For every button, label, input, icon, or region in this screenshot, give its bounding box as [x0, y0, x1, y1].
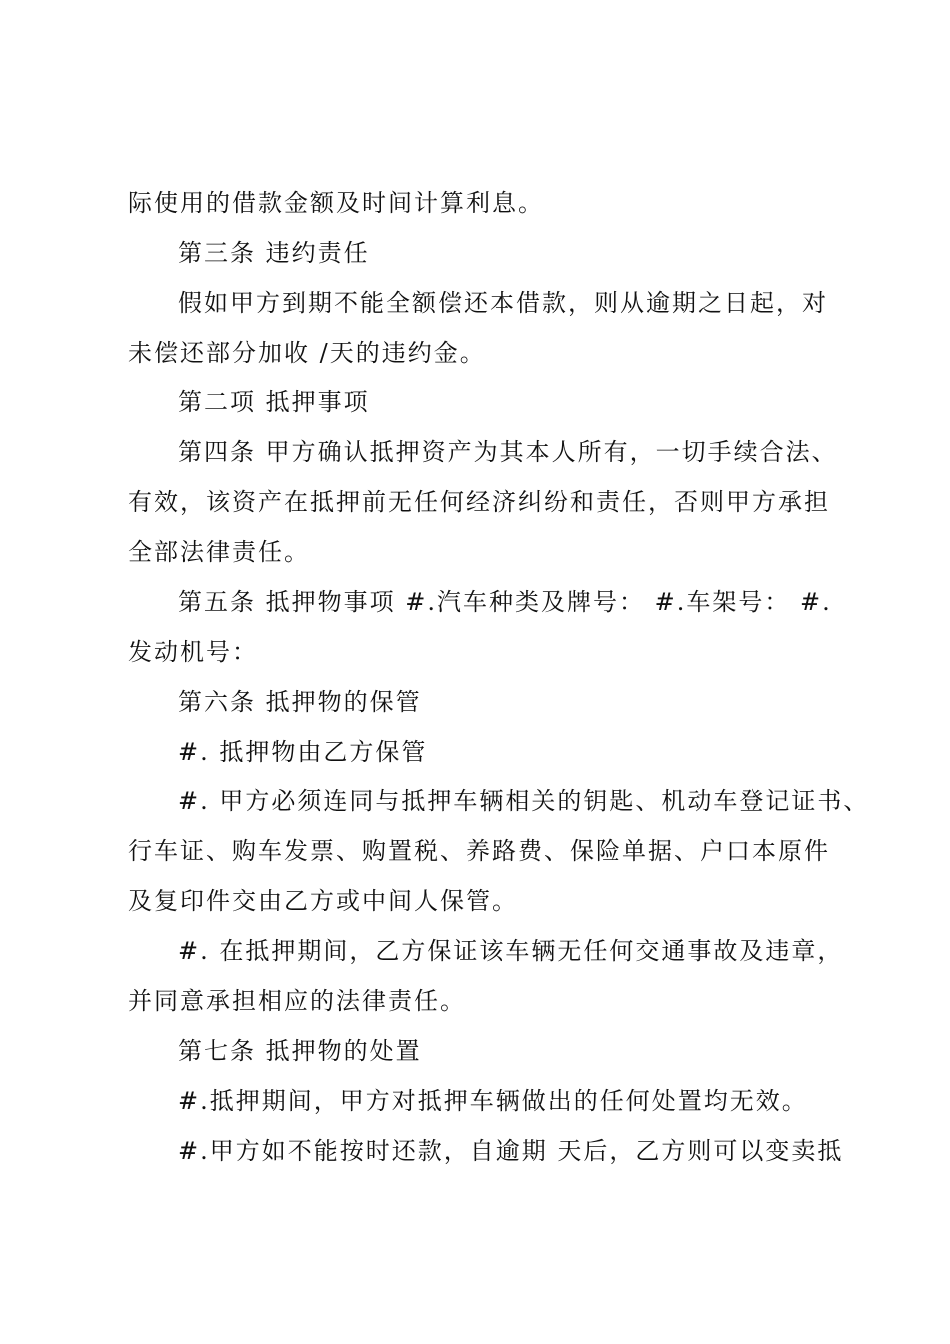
text-line: 未偿还部分加收 /天的违约金。: [128, 339, 486, 367]
text-line: 假如甲方到期不能全额偿还本借款，则从逾期之日起，对: [178, 289, 828, 317]
text-line: 及复印件交由乙方或中间人保管。: [128, 887, 518, 915]
text-line: #.抵押期间，甲方对抵押车辆做出的任何处置均无效。: [178, 1087, 808, 1115]
text-line: 第四条 甲方确认抵押资产为其本人所有，一切手续合法、: [178, 438, 838, 466]
text-line: 有效，该资产在抵押前无任何经济纠纷和责任，否则甲方承担: [128, 488, 830, 516]
text-line: 并同意承担相应的法律责任。: [128, 987, 466, 1015]
section-heading: 第三条 违约责任: [178, 239, 370, 267]
text-line: 全部法律责任。: [128, 538, 310, 566]
section-heading: 第七条 抵押物的处置: [178, 1037, 422, 1065]
text-line: 发动机号：: [128, 638, 258, 666]
text-line: 第五条 抵押物事项 #.汽车种类及牌号： #.车架号： #.: [178, 588, 832, 616]
text-line: #. 抵押物由乙方保管: [178, 738, 428, 766]
text-line: #. 甲方必须连同与抵押车辆相关的钥匙、机动车登记证书、: [178, 787, 870, 815]
text-line: 际使用的借款金额及时间计算利息。: [128, 189, 544, 217]
text-line: 行车证、购车发票、购置税、养路费、保险单据、户口本原件: [128, 837, 830, 865]
text-line: #. 在抵押期间，乙方保证该车辆无任何交通事故及违章，: [178, 937, 844, 965]
text-line: #.甲方如不能按时还款，自逾期 天后，乙方则可以变卖抵: [178, 1137, 844, 1165]
section-heading: 第二项 抵押事项: [178, 388, 370, 416]
section-heading: 第六条 抵押物的保管: [178, 688, 422, 716]
